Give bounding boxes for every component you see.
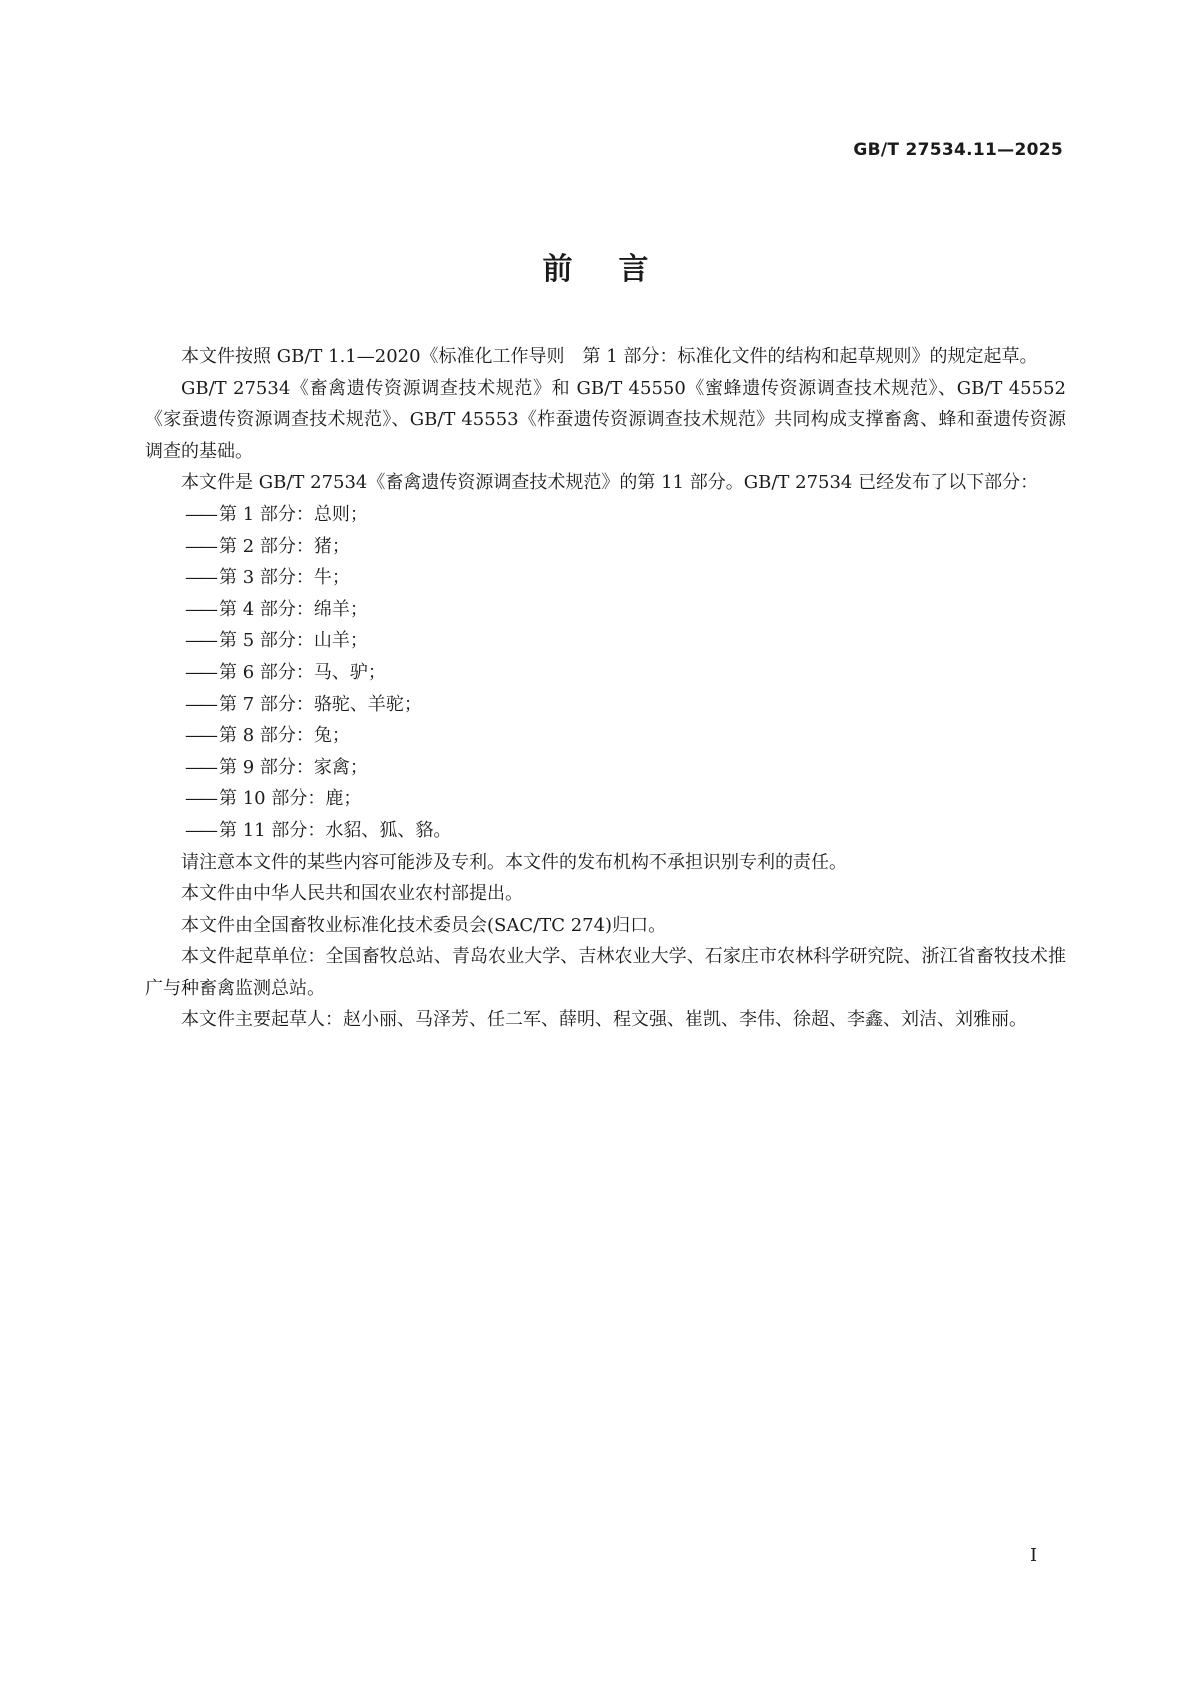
list-dash: —— <box>185 725 215 747</box>
list-item: —— 第 9 部分：家禽； <box>145 752 1066 784</box>
standard-number: GB/T 27534.11—2025 <box>853 140 1063 160</box>
list-item: —— 第 1 部分：总则； <box>145 499 1066 531</box>
paragraph-technical-committee: 本文件由全国畜牧业标准化技术委员会(SAC/TC 274)归口。 <box>181 914 667 936</box>
list-dash: —— <box>185 756 215 778</box>
list-dash: —— <box>185 819 215 841</box>
list-dash: —— <box>185 535 215 557</box>
list-item: —— 第 5 部分：山羊； <box>145 625 1066 657</box>
list-dash: —— <box>185 693 215 715</box>
page-title: 前言 <box>542 252 695 287</box>
paragraph-drafting-units: 本文件起草单位：全国畜牧总站、青岛农业大学、吉林农业大学、石家庄市农林科学研究院、浙江省畜牧技术推广与种畜禽监测总站。 <box>145 946 1066 999</box>
paragraph-part-info: 本文件是 GB/T 27534《畜禽遗传资源调查技术规范》的第 11 部分。GB/T 27534 已经发布了以下部分： <box>181 472 1039 494</box>
list-dash: —— <box>185 567 215 589</box>
list-item: —— 第 11 部分：水貂、狐、貉。 <box>145 815 1066 847</box>
page-number: I <box>1030 1545 1038 1566</box>
list-dash: —— <box>185 661 215 683</box>
list-item: —— 第 4 部分：绵羊； <box>145 594 1066 626</box>
list-item: —— 第 10 部分：鹿； <box>145 783 1066 815</box>
list-item: —— 第 6 部分：马、驴； <box>145 657 1066 689</box>
list-dash: —— <box>185 630 215 652</box>
paragraph-proposer: 本文件由中华人民共和国农业农村部提出。 <box>181 883 523 905</box>
foreword-body <box>145 341 1066 1036</box>
list-item: —— 第 8 部分：兔； <box>145 720 1066 752</box>
parts-list <box>145 499 1066 847</box>
paragraph-patent-notice: 请注意本文件的某些内容可能涉及专利。本文件的发布机构不承担识别专利的责任。 <box>181 851 847 873</box>
paragraph-drafters: 本文件主要起草人：赵小丽、马泽芳、任二军、薛明、程文强、崔凯、李伟、徐超、李鑫、刘洁、刘雅丽。 <box>181 1009 1027 1031</box>
list-dash: —— <box>185 598 215 620</box>
list-item: —— 第 3 部分：牛； <box>145 562 1066 594</box>
list-item: —— 第 2 部分：猪； <box>145 531 1066 563</box>
paragraph-drafting-basis: 本文件按照 GB/T 1.1—2020《标准化工作导则 第 1 部分：标准化文件的结构和起草规则》的规定起草。 <box>181 346 1038 367</box>
paragraph-related-standards: GB/T 27534《畜禽遗传资源调查技术规范》和 GB/T 45550《蜜蜂遗传资源调查技术规范》、GB/T 45552《家蚕遗传资源调查技术规范》、GB/T 45553《柞蚕遗传资源调查技术规范》共同构成支撑畜禽、蜂和蚕遗传资源调查的基础。 <box>145 377 1066 462</box>
list-dash: —— <box>185 788 215 810</box>
list-item: —— 第 7 部分：骆驼、羊驼； <box>145 689 1066 721</box>
list-dash: —— <box>185 503 215 525</box>
